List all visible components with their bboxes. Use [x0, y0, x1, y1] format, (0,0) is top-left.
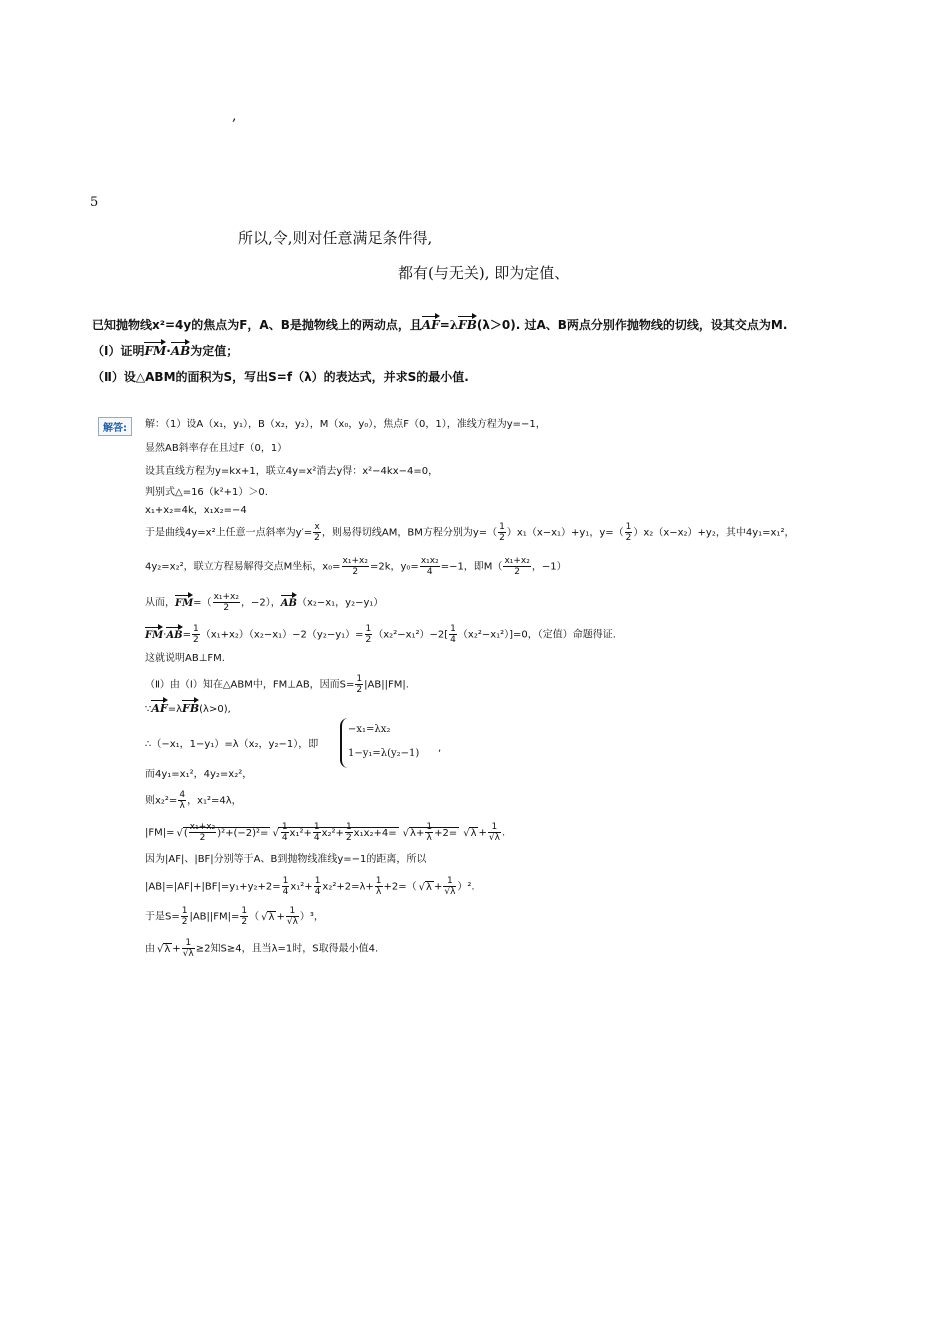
answer-line-11 — [145, 674, 409, 695]
vector-fm: FM — [144, 344, 167, 358]
l11-b: |AB||FM|. — [364, 679, 409, 691]
l12-c: (λ>0), — [199, 704, 231, 715]
answer-line-15 — [145, 790, 242, 811]
fraction: $\frac{1}{2}$ — [192, 624, 199, 645]
l19-a: 于是S= — [145, 911, 180, 923]
l12-a: ∵ — [145, 704, 152, 715]
l18-a: |AB|=|AF|+|BF|=y₁+y₂+2= — [145, 881, 281, 893]
dot-operator: · — [166, 344, 171, 358]
fraction: $\frac{1}{4}$ — [314, 876, 321, 897]
l8-c: ，−2）， — [240, 597, 281, 609]
problem-intro — [92, 316, 787, 333]
fraction: $\frac{\text{x₁+x₂}}{2}$ — [342, 556, 368, 577]
answer-line-6 — [145, 522, 794, 543]
system-eq-1: −x₁=λx₂ — [348, 724, 391, 735]
answer-line-20: 由√ λ + $\frac{1}{√\lambda}$ ≥2知S≥4，且当λ=1时，S取得最小值4. — [145, 938, 378, 959]
vector-af: AF — [421, 318, 440, 332]
stray-comma: , — [232, 108, 237, 124]
answer-line-18: |AB|=|AF|+|BF|=y₁+y₂+2= $\frac{1}{4}$ x₁²+ $\frac{1}{4}$ x₂²+2=λ+ $\frac{1}{\lambda}$ +2=（√ λ + $\frac{1}{√\lambda}$ ）². — [145, 876, 475, 897]
top-line-2: 都有(与无关), 即为定值、 — [398, 264, 570, 282]
fraction: $\frac{1}{√\lambda}$ — [286, 906, 298, 927]
l15-a: 则x₂²= — [145, 795, 178, 807]
l18-e: ）². — [457, 881, 475, 893]
sqrt-expression: √ ( $\frac{\text{x₁+x₂}}{2}$ )²+(−2)²= — [183, 827, 271, 839]
fraction: $\frac{1}{2}$ — [625, 522, 632, 543]
l9-b: = — [182, 629, 191, 641]
l19-b: |AB||FM|= — [189, 911, 240, 923]
fraction: $\frac{1}{4}$ — [282, 876, 289, 897]
l7-b: =2k，y₀= — [369, 561, 419, 573]
fraction: $\frac{\text{x₁+x₂}}{2}$ — [189, 822, 216, 843]
answer-line-19: 于是S= $\frac{1}{2}$ |AB||FM|= $\frac{1}{2}$ （√ λ + $\frac{1}{√\lambda}$ ）³， — [145, 906, 324, 927]
fraction: $\frac{1}{2}$ — [181, 906, 188, 927]
vector-fb: FB — [458, 318, 477, 332]
fraction: $\frac{\text{x₁+x₂}}{2}$ — [213, 592, 239, 613]
l20-a: 由 — [145, 943, 155, 955]
vector-ab: AB — [170, 344, 191, 358]
l20-b: ≥2知S≥4，且当λ=1时，S取得最小值4. — [195, 943, 379, 955]
l9-a: · — [163, 629, 167, 641]
vector-fm: FM — [175, 597, 194, 609]
answer-line-9 — [145, 624, 616, 645]
sqrt-lambda: √ λ — [163, 943, 172, 955]
part1-label: （Ⅰ）证明 — [92, 344, 145, 358]
answer-line-10: 这就说明AB⊥FM. — [145, 653, 225, 664]
stray-five: 5 — [90, 195, 99, 210]
part1-tail: 为定值； — [190, 344, 239, 358]
l7-d: ，−1） — [531, 561, 567, 573]
fraction: $\frac{x}{2}$ — [314, 522, 320, 543]
fraction: $\frac{1}{2}$ — [499, 522, 505, 543]
fraction: $\frac{4}{\lambda}$ — [179, 790, 186, 811]
l8-d: （x₂−x₁，y₂−y₁） — [296, 597, 384, 609]
problem-part-2: （Ⅱ）设△ABM的面积为S，写出S=f（λ）的表达式，并求S的最小值. — [92, 370, 469, 384]
problem-cond: (λ＞0) — [476, 318, 516, 332]
l9-c: （x₁+x₂）（x₂−x₁）−2（y₂−y₁）= — [200, 629, 364, 641]
fraction: $\frac{1}{√\lambda}$ — [182, 938, 194, 959]
fraction: $\frac{1}{√\lambda}$ — [488, 822, 500, 843]
l6-c: ）x₁（x−x₁）+y₁，y=（ — [506, 527, 624, 539]
sqrt-expression: √ λ+ $\frac{1}{\lambda}$ +2= — [409, 827, 460, 839]
fraction: $\frac{1}{\lambda}$ — [375, 876, 382, 897]
top-line-1: 所以,令,则对任意满足条件得, — [238, 229, 433, 247]
sqrt-lambda: √ λ — [425, 881, 434, 893]
l9-d: （x₂²−x₁²）−2[ — [373, 629, 449, 641]
fraction: $\frac{\text{x₁x₂}}{4}$ — [420, 556, 439, 577]
answer-line-12 — [145, 702, 231, 717]
answer-line-8 — [145, 592, 383, 613]
answer-badge: 解答: — [98, 417, 132, 436]
fraction: $\frac{1}{4}$ — [450, 624, 456, 645]
l19-c: （ — [249, 911, 260, 923]
l6-a: 于是曲线4y=x²上任意一点斜率为y′= — [145, 527, 313, 539]
problem-text-b: . 过A、B两点分别作抛物线的切线，设其交点为M. — [515, 318, 788, 332]
l18-b: x₁²+ — [290, 881, 313, 893]
l8-b: =（ — [193, 597, 212, 609]
problem-text-a: 已知抛物线x²=4y的焦点为F，A、B是抛物线上的两动点，且 — [92, 318, 422, 332]
fraction: $\frac{1}{√\lambda}$ — [444, 876, 456, 897]
answer-line-1: 解：（1）设A（x₁，y₁），B（x₂，y₂），M（x₀，y₀），焦点F（0，1），准线方程为y=−1， — [145, 419, 546, 430]
l16-a: |FM|= — [145, 827, 175, 839]
vector-fm: FM — [145, 629, 164, 641]
l7-a: 4y₂=x₂²，联立方程易解得交点M坐标，x₀= — [145, 561, 341, 573]
l11-a: （Ⅱ）由（Ⅰ）知在△ABM中，FM⊥AB，因而S= — [145, 679, 355, 691]
problem-part-1 — [92, 342, 238, 359]
l12-b: =λ — [167, 704, 183, 715]
l7-c: =−1，即M（ — [440, 561, 503, 573]
l13-a: ∴（−x₁，1−y₁）=λ（x₂，y₂−1），即 — [145, 739, 319, 750]
system-eq-2: 1−y₁=λ(y₂−1) — [348, 748, 420, 759]
answer-line-13 — [145, 738, 318, 752]
system-comma: , — [438, 743, 442, 754]
answer-line-3: 设其直线方程为y=kx+1，联立4y=x²消去y得：x²−4kx−4=0， — [145, 466, 439, 477]
fraction: $\frac{1}{2}$ — [356, 674, 363, 695]
answer-line-17: 因为|AF|、|BF|分别等于A、B到抛物线准线y=−1的距离，所以 — [145, 854, 427, 865]
answer-line-16: |FM|=√ ( $\frac{\text{x₁+x₂}}{2}$ )²+(−2)²= √ $\frac{1}{4}$ x₁²+ $\frac{1}{4}$ x₂²+ $\frac{1}{2}$ x₁x₂+4=√ λ+ $\frac{1}{\lambda}$ +2=√ λ + $\frac{1}{√\lambda}$ . — [145, 822, 505, 843]
sqrt-expression: √ $\frac{1}{4}$ x₁²+ $\frac{1}{4}$ x₂²+ $\frac{1}{2}$ x₁x₂+4= — [278, 827, 398, 839]
sqrt-lambda: √ λ — [267, 911, 276, 923]
answer-line-7 — [145, 556, 567, 577]
fraction: √ $\frac{1}{4}$ — [281, 822, 288, 843]
fraction: $\frac{1}{2}$ — [345, 822, 352, 843]
l9-e: （x₂²−x₁²）]=0，（定值）命题得证. — [457, 629, 616, 641]
l19-d: ）³， — [299, 911, 324, 923]
fraction: $\frac{1}{2}$ — [365, 624, 372, 645]
fraction: $\frac{1}{2}$ — [241, 906, 248, 927]
l8-a: 从而， — [145, 597, 175, 609]
l18-d: +2=（ — [383, 881, 417, 893]
answer-line-4: 判别式△=16（k²+1）＞0. — [145, 487, 268, 498]
vector-ab: AB — [280, 597, 297, 609]
l18-c: x₂²+2=λ+ — [322, 881, 374, 893]
fraction: $\frac{1}{4}$ — [313, 822, 320, 843]
answer-line-5: x₁+x₂=4k，x₁x₂=−4 — [145, 505, 247, 516]
vector-ab: AB — [166, 629, 183, 641]
answer-line-2: 显然AB斜率存在且过F（0，1） — [145, 443, 288, 454]
vector-af: AF — [151, 702, 168, 715]
l15-b: ，x₁²=4λ， — [187, 795, 242, 807]
vector-fb: FB — [182, 702, 200, 715]
fraction: $\frac{\text{x₁+x₂}}{2}$ — [504, 556, 530, 577]
fraction: $\frac{1}{\lambda}$ — [426, 822, 433, 843]
l6-d: ）x₂（x−x₂）+y₂，其中4y₁=x₁²， — [633, 527, 795, 539]
problem-eq: =λ — [439, 318, 459, 332]
answer-line-14: 而4y₁=x₁²，4y₂=x₂²， — [145, 769, 253, 780]
equation-system — [340, 718, 419, 768]
sqrt-lambda: √ λ — [469, 827, 478, 839]
l6-b: ，则易得切线AM，BM方程分别为y=（ — [321, 527, 498, 539]
